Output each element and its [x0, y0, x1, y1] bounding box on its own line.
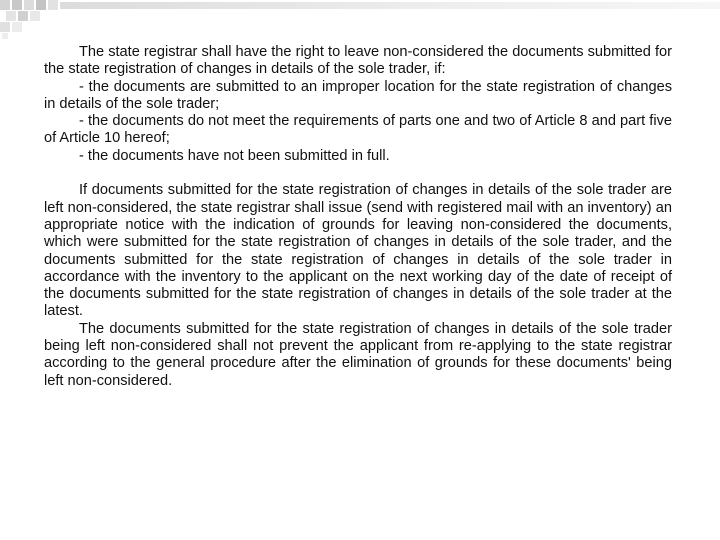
paragraph-notice: If documents submitted for the state registration of changes in details of the sole trader are left non-considered, the state registrar shall issue (send with registered mail with an inventory) an appropriate notice with the indication of grounds for leaving non-considered the documents, which were submitted for the state registration of changes in details of the sole trader, and the documents submitted for the state registration of changes in details of the sole trader in accordance with the inventory to the applicant on the next working day of the date of receipt of the documents submitted for the state registration of changes in details of the sole trader at the latest.	[44, 182, 672, 320]
paragraph-intro: The state registrar shall have the right to leave non-considered the documents submitted for the state registration of changes in details of the sole trader, if:	[44, 44, 672, 78]
paragraph-spacer	[44, 165, 672, 182]
paragraph-reapply: The documents submitted for the state registration of changes in details of the sole trader being left non-considered shall not prevent the applicant from re-applying to the state registrar according to the general procedure after the elimination of grounds for these documents' being left non-considered.	[44, 320, 672, 389]
document-body	[44, 44, 672, 390]
list-item-not-in-full: - the documents have not been submitted in full.	[79, 147, 390, 164]
list-item-improper-location: - the documents are submitted to an improper location for the state registration of changes in details of the sole trader;	[44, 78, 672, 112]
squares-pattern	[0, 0, 720, 40]
corner-decoration	[0, 0, 720, 40]
list-item-requirements: - the documents do not meet the requirements of parts one and two of Article 8 and part five of Article 10 hereof;	[44, 113, 672, 147]
